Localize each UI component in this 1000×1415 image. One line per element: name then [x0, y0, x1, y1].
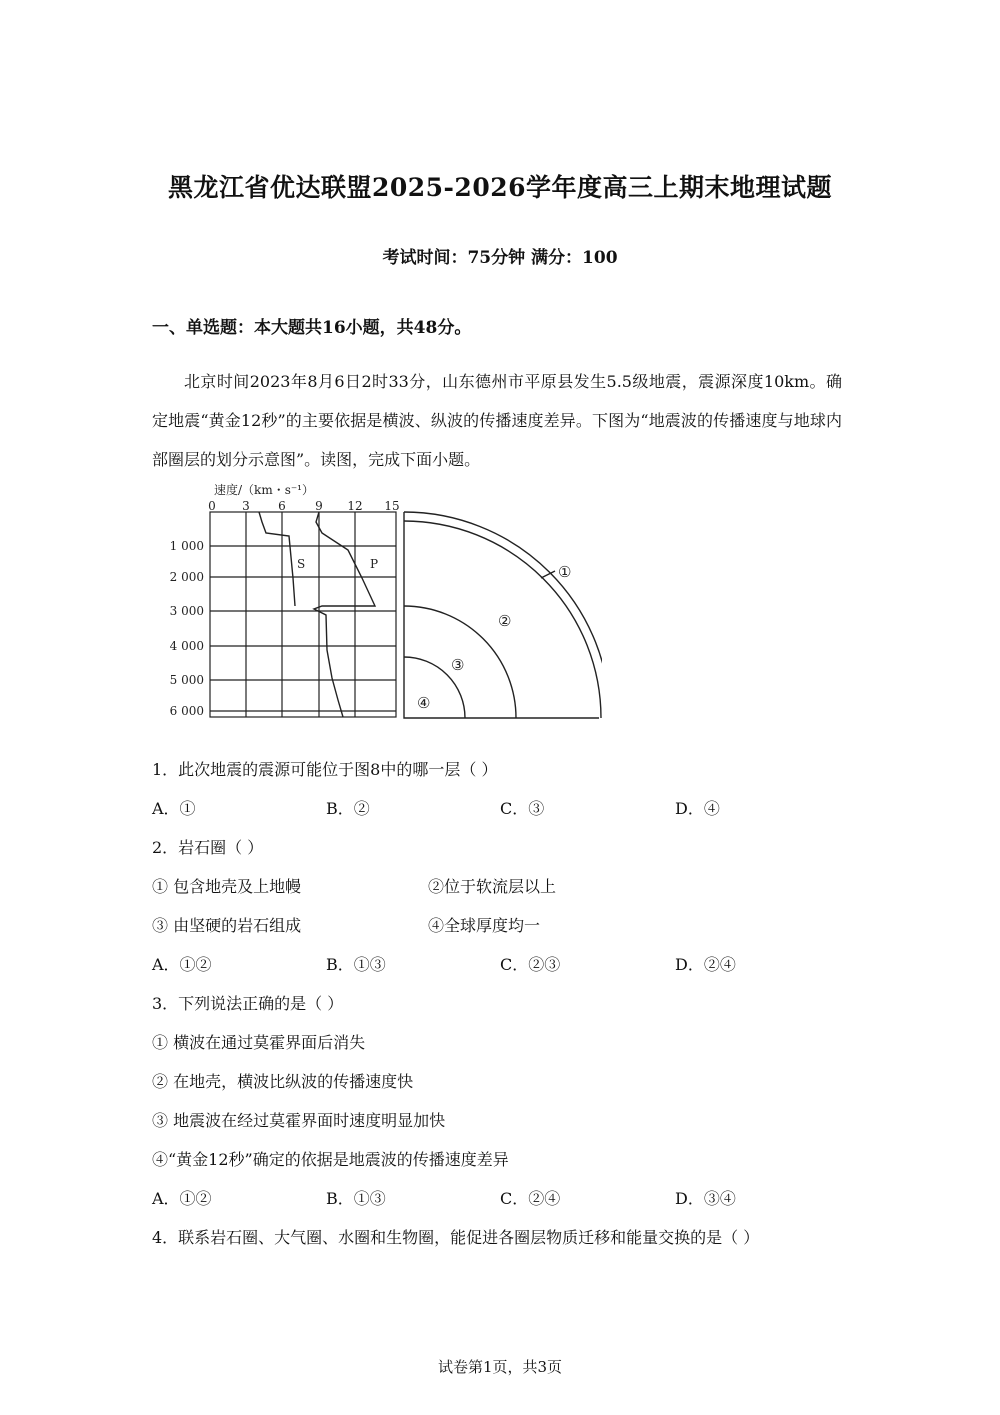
q3-option-d: D．③④: [675, 1189, 736, 1208]
q2-option-a: A．①②: [152, 955, 212, 974]
layer-label-3: ③: [451, 656, 465, 674]
question-1-stem: 1．此次地震的震源可能位于图8中的哪一层（ ）: [152, 760, 498, 779]
page-footer: 试卷第1页，共3页: [437, 1358, 563, 1376]
s-wave-curve: [259, 512, 295, 606]
q1-option-b: B．②: [326, 799, 370, 818]
layer-label-4: ④: [417, 694, 431, 712]
q2-statement-3: ③ 由坚硬的岩石组成: [152, 916, 302, 935]
q2-statement-4: ④全球厚度均一: [428, 916, 541, 935]
q3-statement-1: ① 横波在通过莫霍界面后消失: [152, 1033, 366, 1052]
p-wave-curve: [314, 512, 375, 717]
p-wave-label: P: [370, 557, 379, 571]
depth-tick: 3 000: [169, 604, 204, 618]
question-4-stem: 4．联系岩石圈、大气圈、水圈和生物圈，能促进各圈层物质迁移和能量交换的是（ ）: [152, 1228, 760, 1247]
q3-option-c: C．②④: [500, 1189, 561, 1208]
depth-tick: 6 000: [169, 704, 204, 718]
q1-option-c: C．③: [500, 799, 545, 818]
q1-option-a: A．①: [152, 799, 196, 818]
q3-statement-3: ③ 地震波在经过莫霍界面时速度明显加快: [152, 1111, 446, 1130]
intro-paragraph: 北京时间2023年8月6日2时33分，山东德州市平原县发生5.5级地震，震源深度10km。确定地震“黄金12秒”的主要依据是横波、纵波的传播速度差异。下图为“地震波的传播速度与地球内部圈层的划分示意图”。读图，完成下面小题。: [152, 372, 842, 469]
layer-label-2: ②: [498, 612, 512, 630]
q3-statement-4: ④“黄金12秒”确定的依据是地震波的传播速度差异: [152, 1150, 509, 1169]
question-3-stem: 3．下列说法正确的是（ ）: [152, 994, 344, 1013]
speed-tick: 15: [384, 499, 400, 513]
q2-option-c: C．②③: [500, 955, 561, 974]
q2-statement-1: ① 包含地壳及上地幔: [152, 877, 302, 896]
s-wave-label: S: [297, 557, 306, 571]
q3-option-b: B．①③: [326, 1189, 386, 1208]
section-heading: 一、单选题：本大题共16小题，共48分。: [152, 318, 472, 338]
q3-statement-2: ② 在地壳，横波比纵波的传播速度快: [152, 1072, 414, 1091]
q3-option-a: A．①②: [152, 1189, 212, 1208]
speed-ticks: [208, 499, 399, 513]
depth-tick: 1 000: [169, 539, 204, 553]
exam-subtitle: 考试时间：75分钟 满分：100: [382, 248, 618, 268]
depth-tick: 5 000: [169, 673, 204, 687]
layer-label-1: ①: [558, 563, 572, 581]
q2-option-d: D．②④: [675, 955, 736, 974]
speed-tick: 3: [242, 499, 250, 513]
speed-tick: 9: [315, 499, 323, 513]
layer-labels: [417, 563, 571, 712]
q2-option-b: B．①③: [326, 955, 386, 974]
speed-axis-label: 速度/（km・s⁻¹）: [214, 483, 314, 497]
question-2-stem: 2．岩石圈（ ）: [152, 838, 264, 857]
speed-tick: 12: [347, 499, 363, 513]
depth-tick: 4 000: [169, 639, 204, 653]
exam-title: 黑龙江省优达联盟2025-2026学年度高三上期末地理试题: [167, 173, 833, 202]
depth-ticks: [170, 539, 204, 718]
speed-tick: 6: [278, 499, 286, 513]
speed-tick: 0: [208, 499, 216, 513]
q1-option-d: D．④: [675, 799, 720, 818]
q2-statement-2: ②位于软流层以上: [428, 877, 557, 896]
depth-tick: 2 000: [169, 570, 204, 584]
speed-grid: [210, 512, 396, 717]
seismic-figure: [162, 478, 602, 723]
